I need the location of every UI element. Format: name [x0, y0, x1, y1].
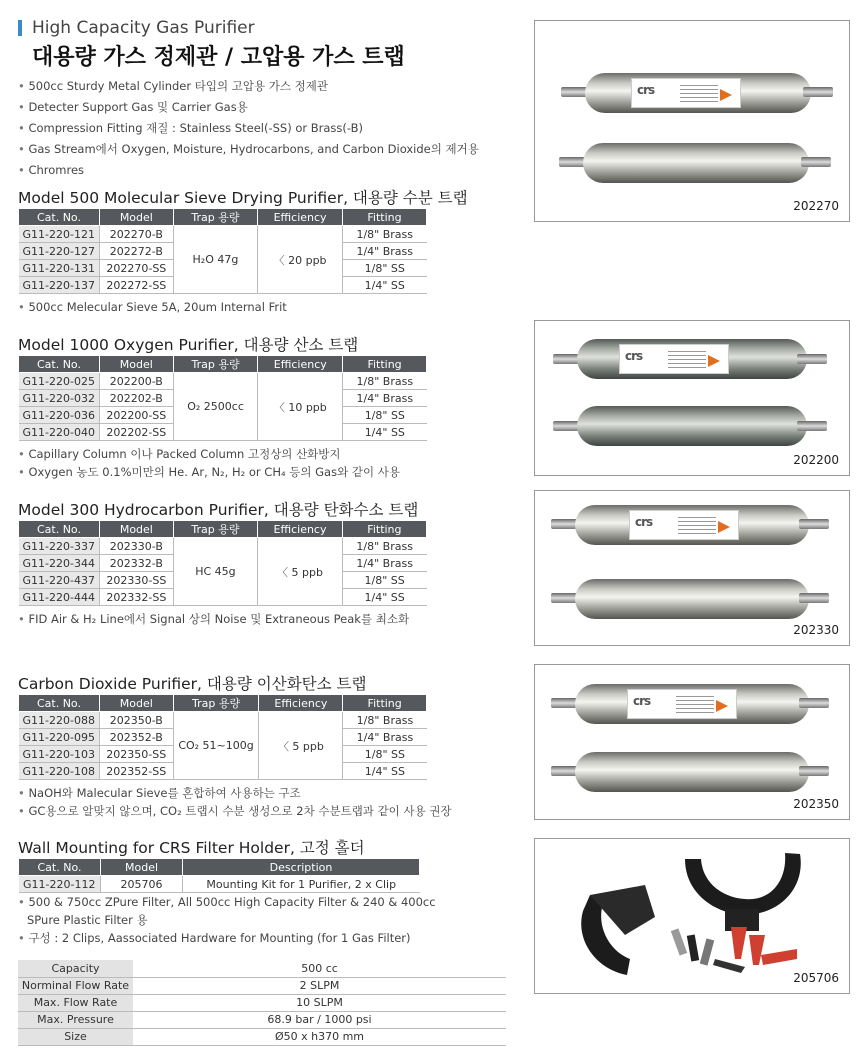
arrow-icon — [718, 521, 730, 533]
model: 202352-B — [99, 729, 173, 746]
cat-no: G11-220-337 — [19, 538, 100, 555]
spec-value: 68.9 bar / 1000 psi — [133, 1011, 506, 1028]
holder-table — [18, 858, 420, 893]
col-header: Trap 용량 — [173, 521, 257, 538]
cat-no: G11-220-095 — [19, 729, 100, 746]
fitting: 1/4" SS — [343, 763, 427, 780]
model: 202202-SS — [99, 424, 173, 441]
cat-no: G11-220-127 — [19, 243, 100, 260]
product-photo-202200 — [534, 320, 850, 476]
col-header: Model — [99, 521, 173, 538]
product-photo-202330 — [534, 490, 850, 646]
col-header: Description — [183, 859, 420, 876]
cat-no: G11-220-108 — [19, 763, 100, 780]
intro-bullet: • Gas Stream에서 Oxygen, Moisture, Hydrocarbons, and Carbon Dioxide의 제거용 — [18, 139, 479, 160]
intro-bullets — [18, 76, 479, 181]
table-row — [19, 373, 427, 390]
model: 202270-B — [99, 226, 173, 243]
note: • FID Air & H₂ Line에서 Signal 상의 Noise 및 Extraneous Peak를 최소화 — [18, 610, 409, 628]
section-title: Model 300 Hydrocarbon Purifier, 대용량 탄화수소 트랩 — [18, 501, 419, 519]
spec-key: Max. Pressure — [18, 1011, 133, 1028]
note: • GC용으로 알맞지 않으며, CO₂ 트랩시 수분 생성으로 2차 수분트랩과 같이 사용 권장 — [18, 802, 452, 820]
trap-capacity: H₂O 47g — [173, 226, 257, 294]
model: 202202-B — [99, 390, 173, 407]
cat-no: G11-220-121 — [19, 226, 100, 243]
model: 202200-B — [99, 373, 173, 390]
note: • 구성 : 2 Clips, Aassociated Hardware for Mounting (for 1 Gas Filter) — [18, 929, 436, 947]
col-header: Model — [99, 356, 173, 373]
col-header: Cat. No. — [19, 209, 100, 226]
holder-title: Wall Mounting for CRS Filter Holder, 고정 홀더 — [18, 839, 365, 857]
col-header: Trap 용량 — [173, 356, 258, 373]
purifier-table — [18, 694, 427, 780]
cat-no: G11-220-040 — [19, 424, 100, 441]
arrow-icon — [720, 89, 732, 101]
intro-bullet: • 500cc Sturdy Metal Cylinder 타입의 고압용 가스 정제관 — [18, 76, 479, 97]
cat-no: G11-220-112 — [19, 876, 101, 893]
note: • Oxygen 농도 0.1%미만의 He. Ar, N₂, H₂ or CH₄ 등의 Gas와 같이 사용 — [18, 463, 400, 481]
table-header-row — [19, 859, 420, 876]
note: • 500 & 750cc ZPure Filter, All 500cc High Capacity Filter & 240 & 400cc — [18, 893, 436, 911]
photo-label: 202200 — [793, 453, 839, 467]
trap-capacity: HC 45g — [173, 538, 257, 606]
product-label: crs — [627, 689, 737, 719]
efficiency: 〈 5 ppb — [258, 538, 343, 606]
table-row — [19, 876, 420, 893]
cat-no: G11-220-437 — [19, 572, 100, 589]
col-header: Model — [99, 695, 173, 712]
intro-bullet: • Chromres — [18, 160, 479, 181]
spec-key: Size — [18, 1028, 133, 1045]
section-title: Carbon Dioxide Purifier, 대용량 이산화탄소 트랩 — [18, 675, 367, 693]
arrow-icon — [716, 700, 728, 712]
col-header: Efficiency — [258, 209, 343, 226]
description: Mounting Kit for 1 Purifier, 2 x Clip — [183, 876, 420, 893]
product-photo-202270 — [534, 20, 850, 222]
cat-no: G11-220-036 — [19, 407, 100, 424]
purifier-table — [18, 520, 427, 606]
col-header: Model — [101, 859, 183, 876]
header-accent-bar — [18, 20, 22, 36]
model: 202330-B — [99, 538, 173, 555]
table-header-row — [19, 356, 427, 373]
col-header: Efficiency — [259, 695, 343, 712]
trap-capacity: CO₂ 51~100g — [173, 712, 259, 780]
col-header: Cat. No. — [19, 695, 100, 712]
table-row — [19, 226, 427, 243]
page-title-ko: 대용량 가스 정제관 / 고압용 가스 트랩 — [32, 45, 405, 70]
cat-no: G11-220-025 — [19, 373, 100, 390]
table-row — [19, 712, 427, 729]
fitting: 1/8" SS — [343, 746, 427, 763]
note: • Capillary Column 이나 Packed Column 고정상의 산화방지 — [18, 445, 400, 463]
model: 202272-B — [99, 243, 173, 260]
section-notes — [18, 445, 400, 481]
col-header: Trap 용량 — [173, 695, 259, 712]
product-label: crs — [619, 344, 729, 374]
cat-no: G11-220-032 — [19, 390, 100, 407]
model: 202352-SS — [99, 763, 173, 780]
trap-capacity: O₂ 2500cc — [173, 373, 258, 441]
section-title: Model 1000 Oxygen Purifier, 대용량 산소 트랩 — [18, 336, 359, 354]
model: 202330-SS — [99, 572, 173, 589]
product-label: crs — [629, 510, 739, 540]
spec-value: 500 cc — [133, 960, 506, 977]
note-continued: SPure Plastic Filter 용 — [27, 913, 148, 927]
model: 202272-SS — [99, 277, 173, 294]
col-header: Cat. No. — [19, 521, 100, 538]
fitting: 1/8" Brass — [343, 712, 427, 729]
purifier-table — [18, 355, 427, 441]
cat-no: G11-220-088 — [19, 712, 100, 729]
photo-label: 205706 — [793, 971, 839, 985]
model: 202200-SS — [99, 407, 173, 424]
col-header: Cat. No. — [19, 356, 100, 373]
fitting: 1/8" Brass — [343, 373, 427, 390]
spec-key: Capacity — [18, 960, 133, 977]
table-row — [19, 538, 427, 555]
note: • 500cc Melecular Sieve 5A, 20um Internal Frit — [18, 298, 287, 316]
col-header: Efficiency — [258, 356, 343, 373]
photo-label: 202270 — [793, 199, 839, 213]
spec-key: Max. Flow Rate — [18, 994, 133, 1011]
intro-bullet: • Compression Fitting 재질 : Stainless Steel(-SS) or Brass(-B) — [18, 118, 479, 139]
fitting: 1/4" Brass — [342, 243, 426, 260]
purifier-table — [18, 208, 427, 294]
fitting: 1/8" SS — [342, 572, 426, 589]
fitting: 1/4" Brass — [343, 390, 427, 407]
spec-key: Norminal Flow Rate — [18, 977, 133, 994]
spec-row — [18, 1011, 506, 1028]
efficiency: 〈 5 ppb — [259, 712, 343, 780]
photo-label: 202350 — [793, 797, 839, 811]
cat-no: G11-220-131 — [19, 260, 100, 277]
crs-logo: crs — [637, 83, 655, 97]
section-notes — [18, 610, 409, 628]
efficiency: 〈 20 ppb — [258, 226, 343, 294]
model: 202350-SS — [99, 746, 173, 763]
col-header: Fitting — [342, 209, 426, 226]
fitting: 1/4" SS — [342, 589, 426, 606]
col-header: Fitting — [342, 521, 426, 538]
model: 205706 — [101, 876, 183, 893]
section-title: Model 500 Molecular Sieve Drying Purifier, 대용량 수분 트랩 — [18, 189, 468, 207]
col-header: Cat. No. — [19, 859, 101, 876]
cat-no: G11-220-137 — [19, 277, 100, 294]
note: • NaOH와 Malecular Sieve를 혼합하여 사용하는 구조 — [18, 784, 452, 802]
fitting: 1/8" Brass — [342, 538, 426, 555]
table-header-row — [19, 695, 427, 712]
section-notes — [18, 298, 287, 316]
model: 202332-B — [99, 555, 173, 572]
spec-value: Ø50 x h370 mm — [133, 1028, 506, 1045]
spec-value: 2 SLPM — [133, 977, 506, 994]
col-header: Fitting — [343, 356, 427, 373]
cat-no: G11-220-344 — [19, 555, 100, 572]
fitting: 1/8" SS — [342, 260, 426, 277]
fitting: 1/8" Brass — [342, 226, 426, 243]
page-title-en: High Capacity Gas Purifier — [32, 18, 255, 38]
photo-label: 202330 — [793, 623, 839, 637]
col-header: Model — [99, 209, 173, 226]
fitting: 1/4" SS — [343, 424, 427, 441]
cat-no: G11-220-103 — [19, 746, 100, 763]
col-header: Fitting — [343, 695, 427, 712]
product-photo-202350 — [534, 664, 850, 820]
holder-notes — [18, 893, 436, 947]
section-notes — [18, 784, 452, 820]
cat-no: G11-220-444 — [19, 589, 100, 606]
fitting: 1/4" Brass — [343, 729, 427, 746]
intro-bullet: • Detecter Support Gas 및 Carrier Gas용 — [18, 97, 479, 118]
spec-row — [18, 1028, 506, 1045]
spec-row — [18, 960, 506, 977]
spec-table — [18, 960, 506, 1046]
product-photo-205706 — [534, 838, 850, 994]
spec-value: 10 SLPM — [133, 994, 506, 1011]
model: 202350-B — [99, 712, 173, 729]
product-label — [631, 78, 741, 108]
col-header: Efficiency — [258, 521, 343, 538]
fitting: 1/8" SS — [343, 407, 427, 424]
table-header-row — [19, 209, 427, 226]
col-header: Trap 용량 — [173, 209, 257, 226]
fitting: 1/4" SS — [342, 277, 426, 294]
table-header-row — [19, 521, 427, 538]
fitting: 1/4" Brass — [342, 555, 426, 572]
model: 202270-SS — [99, 260, 173, 277]
efficiency: 〈 10 ppb — [258, 373, 343, 441]
arrow-icon — [708, 355, 720, 367]
model: 202332-SS — [99, 589, 173, 606]
spec-row — [18, 994, 506, 1011]
spec-row — [18, 977, 506, 994]
